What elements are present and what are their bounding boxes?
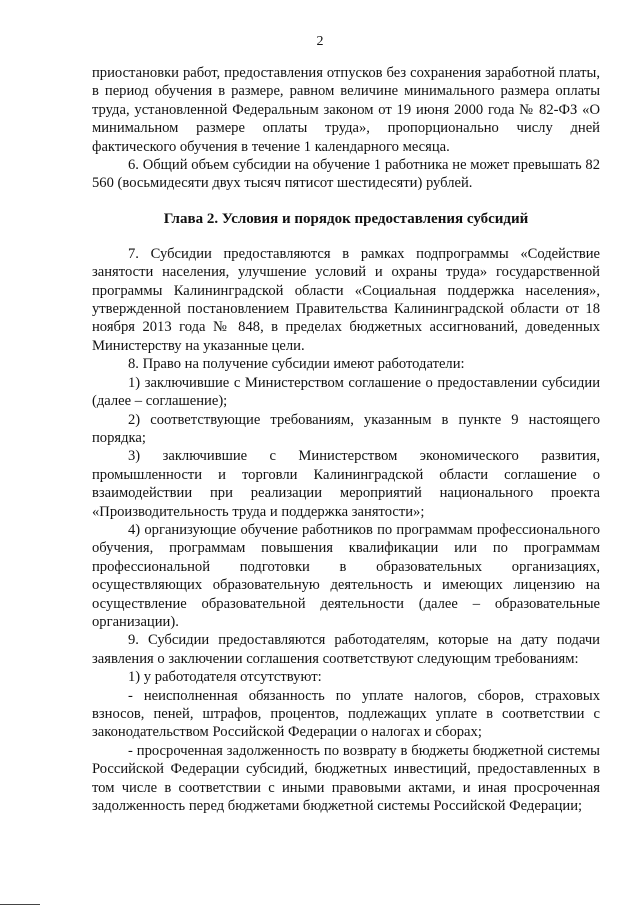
paragraph-item-8-2: 2) соответствующие требованиям, указанным в пункте 9 настоящего порядка; xyxy=(92,411,600,446)
paragraph-item-9: 9. Субсидии предоставляются работодателям, которые на дату подачи заявления о заключении соглашения соответствуют следующим требованиям: xyxy=(92,632,600,667)
paragraph-item-8-3: 3) заключившие с Министерством экономического развития, промышленности и торговли Калининградской области соглашение о взаимодействии при реализации мероприятий национального проекта «Производительность труда и поддержка занятости»; xyxy=(92,448,600,520)
section-before-chapter xyxy=(92,64,600,193)
paragraph-item-6: 6. Общий объем субсидии на обучение 1 работника не может превышать 82 560 (восьмидесяти двух тысяч пятисот шестидесяти) рублей. xyxy=(92,157,600,192)
paragraph-item-8-4: 4) организующие обучение работников по программам профессионального обучения, программам повышения квалификации или по программам профессиональной подготовки в образовательных организациях, осуществляющих образовательную деятельность и имеющих лицензию на осуществление образовательной деятельности (далее – образовательные организации). xyxy=(92,521,600,630)
paragraph-item-8-1: 1) заключившие с Министерством соглашение о предоставлении субсидии (далее – соглашение); xyxy=(92,374,600,410)
paragraph-item-8: 8. Право на получение субсидии имеют работодатели: xyxy=(128,356,465,373)
document-body xyxy=(92,64,600,815)
paragraph-item-9-1: 1) у работодателя отсутствуют: xyxy=(128,669,322,686)
paragraph-continuation: приостановки работ, предоставления отпусков без сохранения заработной платы, в период обучения в размере, равном величине минимального размера оплаты труда, установленной Федеральным законом от 19 июня 2000 года № 82-ФЗ «О минимальном размере оплаты труда», пропорционально числу дней фактического обучения в течение 1 календарного месяца. xyxy=(92,65,600,155)
paragraph-bullet-taxes: - неисполненная обязанность по уплате налогов, сборов, страховых взносов, пеней, штрафов, процентов, подлежащих уплате в соответствии с законодательством Российской Федерации о налогах и сборах; xyxy=(92,687,600,741)
section-chapter-2 xyxy=(92,245,600,816)
paragraph-bullet-debt: - просроченная задолженность по возврату в бюджеты бюджетной системы Российской Федерации субсидий, бюджетных инвестиций, предоставленных в том числе в соответствии с иными правовыми актами, и иная просроченная задолженность перед бюджетами бюджетной системы Российской Федерации; xyxy=(92,742,600,815)
page-number: 2 xyxy=(316,34,324,49)
chapter-title: Глава 2. Условия и порядок предоставления субсидий xyxy=(163,210,529,227)
paragraph-item-7: 7. Субсидии предоставляются в рамках подпрограммы «Содействие занятости населения, улучшение условий и охраны труда» государственной программы Калининградской области «Социальная поддержка населения», утвержденной постановлением Правительства Калининградской области от 18 ноября 2013 года № 848, в пределах бюджетных ассигнований, доведенных Министерству на указанные цели. xyxy=(92,245,600,354)
